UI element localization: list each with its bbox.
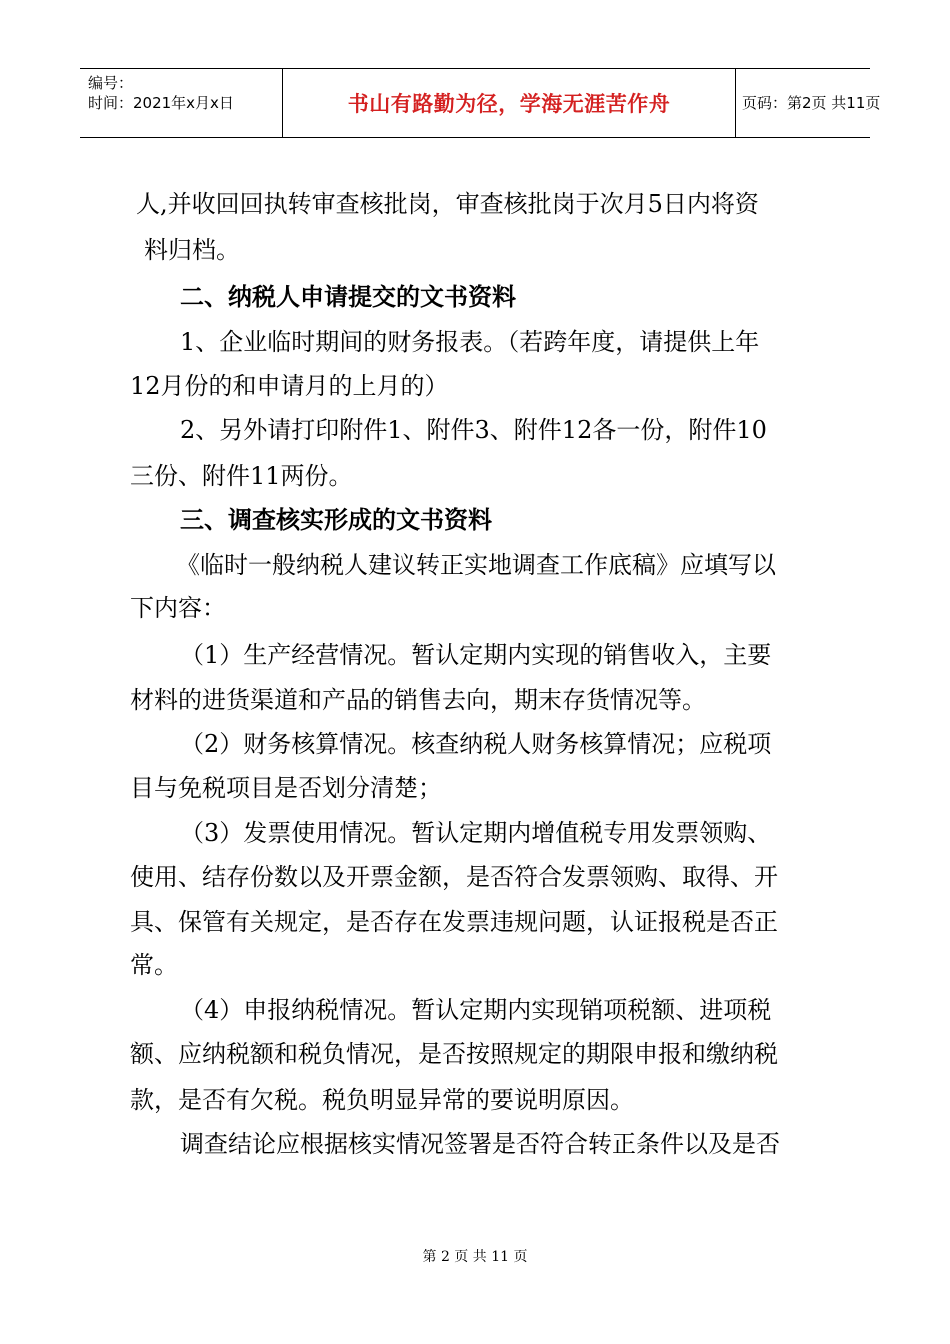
section-heading: 三、调查核实形成的文书资料 — [180, 506, 492, 534]
document-header — [80, 68, 881, 138]
body-line: 料归档。 — [144, 236, 240, 264]
header-motto: 书山有路勤为径，学海无涯苦作舟 — [347, 92, 671, 116]
header-motto-cell — [282, 69, 736, 137]
body-line: （2）财务核算情况。核查纳税人财务核算情况；应税项 — [180, 730, 772, 758]
body-line: （1）生产经营情况。暂认定期内实现的销售收入，主要 — [180, 641, 772, 669]
body-line: 款，是否有欠税。税负明显异常的要说明原因。 — [130, 1086, 634, 1114]
body-line: 2、另外请打印附件1、附件3、附件12各一份，附件10 — [180, 416, 767, 444]
body-line: 目与免税项目是否划分清楚； — [130, 774, 442, 802]
body-line: （3）发票使用情况。暂认定期内增值税专用发票领购、 — [180, 819, 772, 847]
body-line: （4）申报纳税情况。暂认定期内实现销项税额、进项税 — [180, 996, 772, 1024]
page-footer: 第 2 页 共 11 页 — [422, 1249, 528, 1265]
body-line: 12月份的和申请月的上月的） — [130, 372, 449, 400]
body-line: 调查结论应根据核实情况签署是否符合转正条件以及是否 — [180, 1130, 780, 1158]
body-line: 材料的进货渠道和产品的销售去向，期末存货情况等。 — [130, 686, 706, 714]
header-page-info: 页码：第2页 共11页 — [742, 94, 881, 112]
document-number-label: 编号： — [88, 74, 134, 92]
document-time-label: 时间：2021年x月x日 — [88, 94, 234, 112]
body-line: 《临时一般纳税人建议转正实地调查工作底稿》应填写以 — [176, 551, 776, 579]
body-line: 具、保管有关规定，是否存在发票违规问题，认证报税是否正 — [130, 908, 778, 936]
header-page-cell — [736, 69, 881, 137]
body-line: 1、企业临时期间的财务报表。（若跨年度，请提供上年 — [180, 328, 760, 356]
body-line: 下内容： — [130, 594, 226, 622]
header-left-cell — [80, 69, 282, 137]
body-line: 人,并收回回执转审查核批岗，审查核批岗于次月5日内将资 — [136, 190, 759, 218]
body-line: 常。 — [130, 951, 178, 979]
body-line: 三份、附件11两份。 — [130, 462, 353, 490]
section-heading: 二、纳税人申请提交的文书资料 — [180, 283, 516, 311]
body-line: 额、应纳税额和税负情况，是否按照规定的期限申报和缴纳税 — [130, 1040, 778, 1068]
body-line: 使用、结存份数以及开票金额，是否符合发票领购、取得、开 — [130, 863, 778, 891]
